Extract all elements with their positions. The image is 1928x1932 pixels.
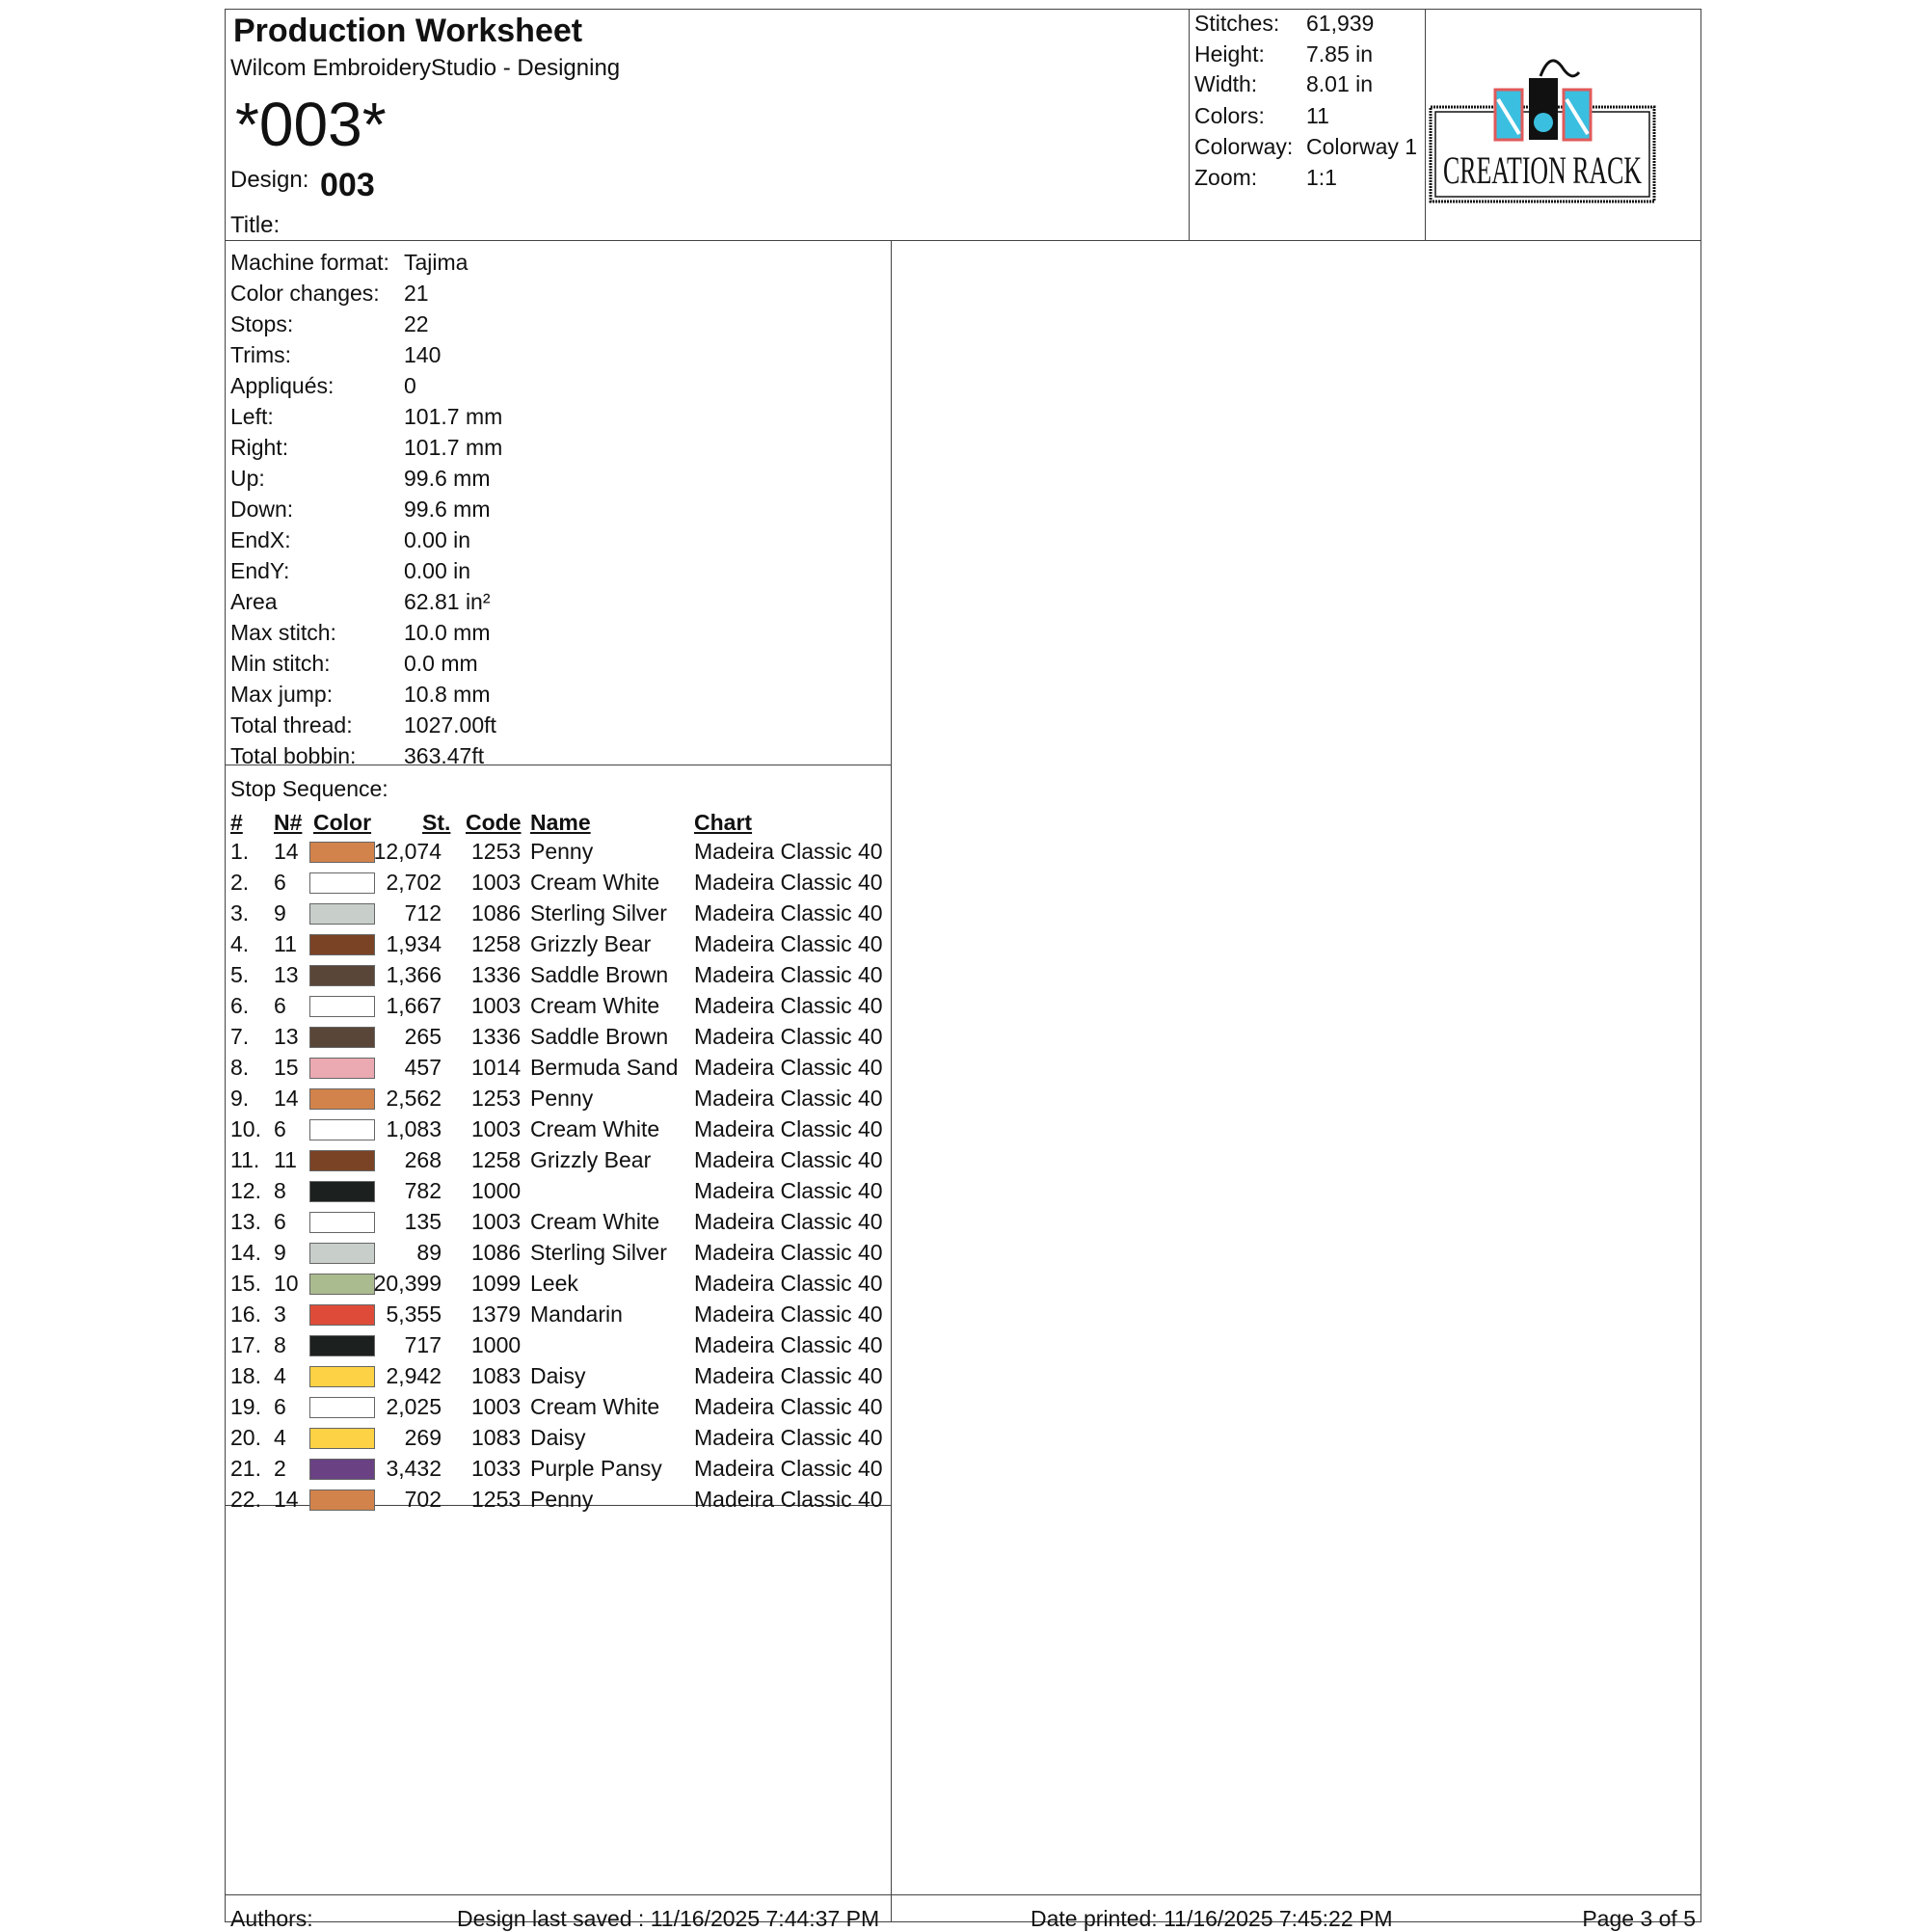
thread-chart: Madeira Classic 40 [694,900,883,926]
machine-info-value: 10.0 mm [404,620,491,645]
header-code: Code [466,810,522,835]
machine-info-label: Appliqués: [230,373,335,398]
machine-info-label: Trims: [230,342,292,367]
color-swatch [309,934,375,955]
needle-number: 4 [274,1425,286,1450]
stat-label: Colors: [1194,103,1265,128]
thread-chart: Madeira Classic 40 [694,1301,883,1327]
thread-code: 1000 [471,1178,522,1203]
thread-chart: Madeira Classic 40 [694,870,883,895]
thread-code: 1253 [471,1086,522,1111]
thread-name: Cream White [530,993,660,1018]
worksheet [225,9,1701,1931]
needle-number: 6 [274,993,286,1018]
creation-rack-logo [1427,57,1658,211]
row-number: 4. [230,931,250,956]
table-row [226,870,891,900]
needle-number: 6 [274,1209,286,1234]
row-number: 14. [230,1240,261,1265]
needle-number: 9 [274,1240,286,1265]
table-row [226,993,891,1024]
color-swatch [309,1428,375,1449]
thread-code: 1253 [471,839,522,864]
barcode-text: *003* [235,90,387,159]
row-number: 5. [230,962,250,987]
stat-value: 11 [1306,103,1329,128]
stitch-count: 1,366 [386,962,442,987]
machine-info-value: 0.00 in [404,558,471,583]
thread-chart: Madeira Classic 40 [694,1363,883,1388]
needle-number: 10 [274,1271,299,1296]
thread-name: Leek [530,1271,578,1296]
needle-number: 6 [274,1116,286,1141]
thread-code: 1336 [471,962,522,987]
machine-info-value: 101.7 mm [404,435,503,460]
thread-code: 1014 [471,1055,522,1080]
thread-chart: Madeira Classic 40 [694,1116,883,1141]
color-swatch [309,842,375,863]
table-row [226,1055,891,1086]
thread-code: 1003 [471,993,522,1018]
footer-date-printed: Date printed: 11/16/2025 7:45:22 PM [1031,1906,1393,1931]
thread-code: 1033 [471,1456,522,1481]
header-divider-2 [1425,10,1426,241]
thread-name: Cream White [530,1116,660,1141]
machine-info-label: Total thread: [230,712,353,738]
needle-number: 4 [274,1363,286,1388]
machine-info-value: 0.0 mm [404,651,478,676]
title-label: Title: [230,212,281,238]
footer-last-saved: Design last saved : 11/16/2025 7:44:37 PM [457,1906,880,1931]
thread-chart: Madeira Classic 40 [694,839,883,864]
machine-info-label: Area [230,589,278,614]
table-row [226,1271,891,1301]
stat-label: Zoom: [1194,165,1258,190]
stitch-count: 135 [404,1209,442,1234]
thread-code: 1003 [471,1116,522,1141]
machine-info-value: Tajima [404,250,469,275]
machine-info-value: 21 [404,281,429,306]
header-color: Color [313,810,372,835]
machine-info-label: Stops: [230,311,294,336]
thread-code: 1086 [471,1240,522,1265]
thread-code: 1086 [471,900,522,926]
stat-value: 61,939 [1306,11,1375,36]
color-swatch [309,1304,375,1326]
thread-code: 1258 [471,1147,522,1172]
thread-chart: Madeira Classic 40 [694,1024,883,1049]
machine-info-label: Min stitch: [230,651,331,676]
footer-authors: Authors: [230,1906,313,1931]
stat-value: 1:1 [1306,165,1337,190]
table-row [226,1487,891,1517]
machine-info-label: Max stitch: [230,620,336,645]
footer-top-line [226,1894,1700,1895]
stop-sequence-label: Stop Sequence: [230,776,388,801]
machine-info-label: EndY: [230,558,290,583]
row-number: 21. [230,1456,261,1481]
stat-label: Stitches: [1194,11,1280,36]
row-number: 11. [230,1147,260,1172]
thread-name: Cream White [530,1394,660,1419]
machine-info-value: 140 [404,342,442,367]
machine-info-label: Left: [230,404,274,429]
thread-name: Saddle Brown [530,962,669,987]
thread-name: Grizzly Bear [530,931,652,956]
color-swatch [309,1088,375,1110]
machine-info-value: 99.6 mm [404,466,491,491]
thread-code: 1253 [471,1487,522,1512]
thread-chart: Madeira Classic 40 [694,962,883,987]
needle-number: 14 [274,1086,299,1111]
row-number: 15. [230,1271,261,1296]
needle-number: 13 [274,962,299,987]
needle-number: 8 [274,1178,286,1203]
machine-info-value: 1027.00ft [404,712,496,738]
color-swatch [309,1058,375,1079]
stitch-count: 268 [404,1147,442,1172]
table-row [226,1363,891,1394]
header-name: Name [530,810,591,835]
machine-info-label: EndX: [230,527,291,552]
table-row [226,900,891,931]
machine-info-value: 10.8 mm [404,682,491,707]
thread-chart: Madeira Classic 40 [694,993,883,1018]
table-row [226,839,891,870]
footer-page: Page 3 of 5 [1582,1906,1696,1931]
thread-chart: Madeira Classic 40 [694,1425,883,1450]
needle-number: 14 [274,1487,299,1512]
thread-code: 1099 [471,1271,522,1296]
machine-info-label: Right: [230,435,289,460]
color-swatch [309,1212,375,1233]
thread-chart: Madeira Classic 40 [694,1055,883,1080]
header-st: St. [422,810,451,835]
color-swatch [309,965,375,986]
table-row [226,1240,891,1271]
logo-graphic [1427,57,1658,211]
stitch-count: 457 [404,1055,442,1080]
header-n: N# [274,810,303,835]
stitch-count: 702 [404,1487,442,1512]
row-number: 6. [230,993,250,1018]
color-swatch [309,1335,375,1356]
thread-name: Sterling Silver [530,1240,667,1265]
thread-name: Purple Pansy [530,1456,662,1481]
row-number: 22. [230,1487,261,1512]
stitch-count: 5,355 [386,1301,442,1327]
table-row [226,1209,891,1240]
design-label: Design: [230,167,309,193]
thread-chart: Madeira Classic 40 [694,1394,883,1419]
row-number: 17. [230,1332,261,1357]
stitch-count: 20,399 [373,1271,442,1296]
thread-name: Bermuda Sand [530,1055,679,1080]
thread-name: Grizzly Bear [530,1147,652,1172]
row-number: 12. [230,1178,261,1203]
header-divider-1 [1189,10,1190,241]
machine-info-value: 99.6 mm [404,496,491,522]
thread-chart: Madeira Classic 40 [694,1332,883,1357]
row-number: 13. [230,1209,261,1234]
table-row [226,1178,891,1209]
stitch-count: 717 [404,1332,442,1357]
stitch-count: 2,942 [386,1363,442,1388]
table-row [226,931,891,962]
app-name: Wilcom EmbroideryStudio - Designing [230,55,621,81]
machine-info-label: Total bobbin: [230,743,357,768]
stitch-count: 1,934 [386,931,442,956]
thread-name: Cream White [530,1209,660,1234]
stitch-count: 712 [404,900,442,926]
thread-code: 1003 [471,870,522,895]
color-swatch [309,1397,375,1418]
color-swatch [309,1274,375,1295]
needle-number: 14 [274,839,299,864]
needle-number: 11 [274,1147,297,1172]
thread-name: Sterling Silver [530,900,667,926]
thread-code: 1003 [471,1209,522,1234]
thread-code: 1083 [471,1425,522,1450]
thread-name: Penny [530,839,594,864]
thread-chart: Madeira Classic 40 [694,1271,883,1296]
table-row [226,1456,891,1487]
stitch-count: 265 [404,1024,442,1049]
stat-label: Height: [1194,41,1265,67]
table-row [226,1301,891,1332]
row-number: 19. [230,1394,261,1419]
stitch-count: 3,432 [386,1456,442,1481]
needle-number: 3 [274,1301,286,1327]
color-swatch [309,903,375,925]
stitch-count: 2,025 [386,1394,442,1419]
row-number: 1. [230,839,250,864]
table-row [226,1394,891,1425]
thread-name: Daisy [530,1425,586,1450]
color-swatch [309,1119,375,1140]
row-number: 10. [230,1116,261,1141]
stitch-count: 2,702 [386,870,442,895]
table-row [226,1024,891,1055]
row-number: 16. [230,1301,261,1327]
machine-info-label: Down: [230,496,294,522]
thread-chart: Madeira Classic 40 [694,1178,883,1203]
machine-info-value: 363.47ft [404,743,485,768]
color-swatch [309,1181,375,1202]
thread-code: 1258 [471,931,522,956]
thread-name: Penny [530,1487,594,1512]
thread-code: 1003 [471,1394,522,1419]
thread-chart: Madeira Classic 40 [694,1487,883,1512]
row-number: 3. [230,900,250,926]
thread-code: 1336 [471,1024,522,1049]
machine-info-label: Machine format: [230,250,389,275]
color-swatch [309,1150,375,1171]
table-row [226,1147,891,1178]
thread-name: Cream White [530,870,660,895]
table-row [226,962,891,993]
worksheet-title: Production Worksheet [233,13,583,49]
thread-chart: Madeira Classic 40 [694,1209,883,1234]
machine-info-label: Color changes: [230,281,380,306]
thread-chart: Madeira Classic 40 [694,1086,883,1111]
color-swatch [309,1366,375,1387]
color-swatch [309,1459,375,1480]
row-number: 20. [230,1425,261,1450]
logo-text: CREATION RACK [1443,148,1643,192]
header-num: # [230,810,243,835]
stat-value: 7.85 in [1306,41,1374,67]
machine-info-label: Up: [230,466,265,491]
machine-info-value: 22 [404,311,429,336]
needle-number: 6 [274,1394,286,1419]
thread-code: 1379 [471,1301,522,1327]
thread-name: Penny [530,1086,594,1111]
thread-name: Mandarin [530,1301,623,1327]
thread-chart: Madeira Classic 40 [694,1456,883,1481]
table-row [226,1086,891,1116]
stitch-count: 2,562 [386,1086,442,1111]
color-swatch [309,872,375,894]
row-number: 9. [230,1086,250,1111]
needle-number: 8 [274,1332,286,1357]
stitch-count: 1,083 [386,1116,442,1141]
machine-info-value: 62.81 in² [404,589,491,614]
machine-info-value: 101.7 mm [404,404,503,429]
stat-label: Colorway: [1194,134,1294,159]
machine-info-value: 0 [404,373,416,398]
stitch-count: 1,667 [386,993,442,1018]
color-swatch [309,996,375,1017]
needle-number: 2 [274,1456,286,1481]
row-number: 7. [230,1024,250,1049]
color-swatch [309,1489,375,1511]
thread-code: 1000 [471,1332,522,1357]
machine-info-value: 0.00 in [404,527,471,552]
machine-info-label: Max jump: [230,682,334,707]
needle-number: 11 [274,931,297,956]
header-chart: Chart [694,810,753,835]
needle-number: 13 [274,1024,299,1049]
stat-value: 8.01 in [1306,71,1374,96]
stitch-count: 12,074 [373,839,442,864]
color-swatch [309,1243,375,1264]
stitch-count: 89 [416,1240,442,1265]
thread-code: 1083 [471,1363,522,1388]
stat-label: Width: [1194,71,1258,96]
row-number: 8. [230,1055,250,1080]
stitch-count: 269 [404,1425,442,1450]
needle-number: 15 [274,1055,299,1080]
header-bottom-line [226,240,1700,241]
thread-name: Daisy [530,1363,586,1388]
stat-value: Colorway 1 [1306,134,1418,159]
design-value: 003 [320,167,375,203]
needle-number: 6 [274,870,286,895]
needle-number: 9 [274,900,286,926]
stitch-count: 782 [404,1178,442,1203]
color-swatch [309,1027,375,1048]
table-row [226,1332,891,1363]
thread-chart: Madeira Classic 40 [694,931,883,956]
table-row [226,1116,891,1147]
table-row [226,1425,891,1456]
thread-chart: Madeira Classic 40 [694,1147,883,1172]
row-number: 18. [230,1363,261,1388]
thread-chart: Madeira Classic 40 [694,1240,883,1265]
thread-name: Saddle Brown [530,1024,669,1049]
column-divider [891,240,892,1922]
row-number: 2. [230,870,250,895]
